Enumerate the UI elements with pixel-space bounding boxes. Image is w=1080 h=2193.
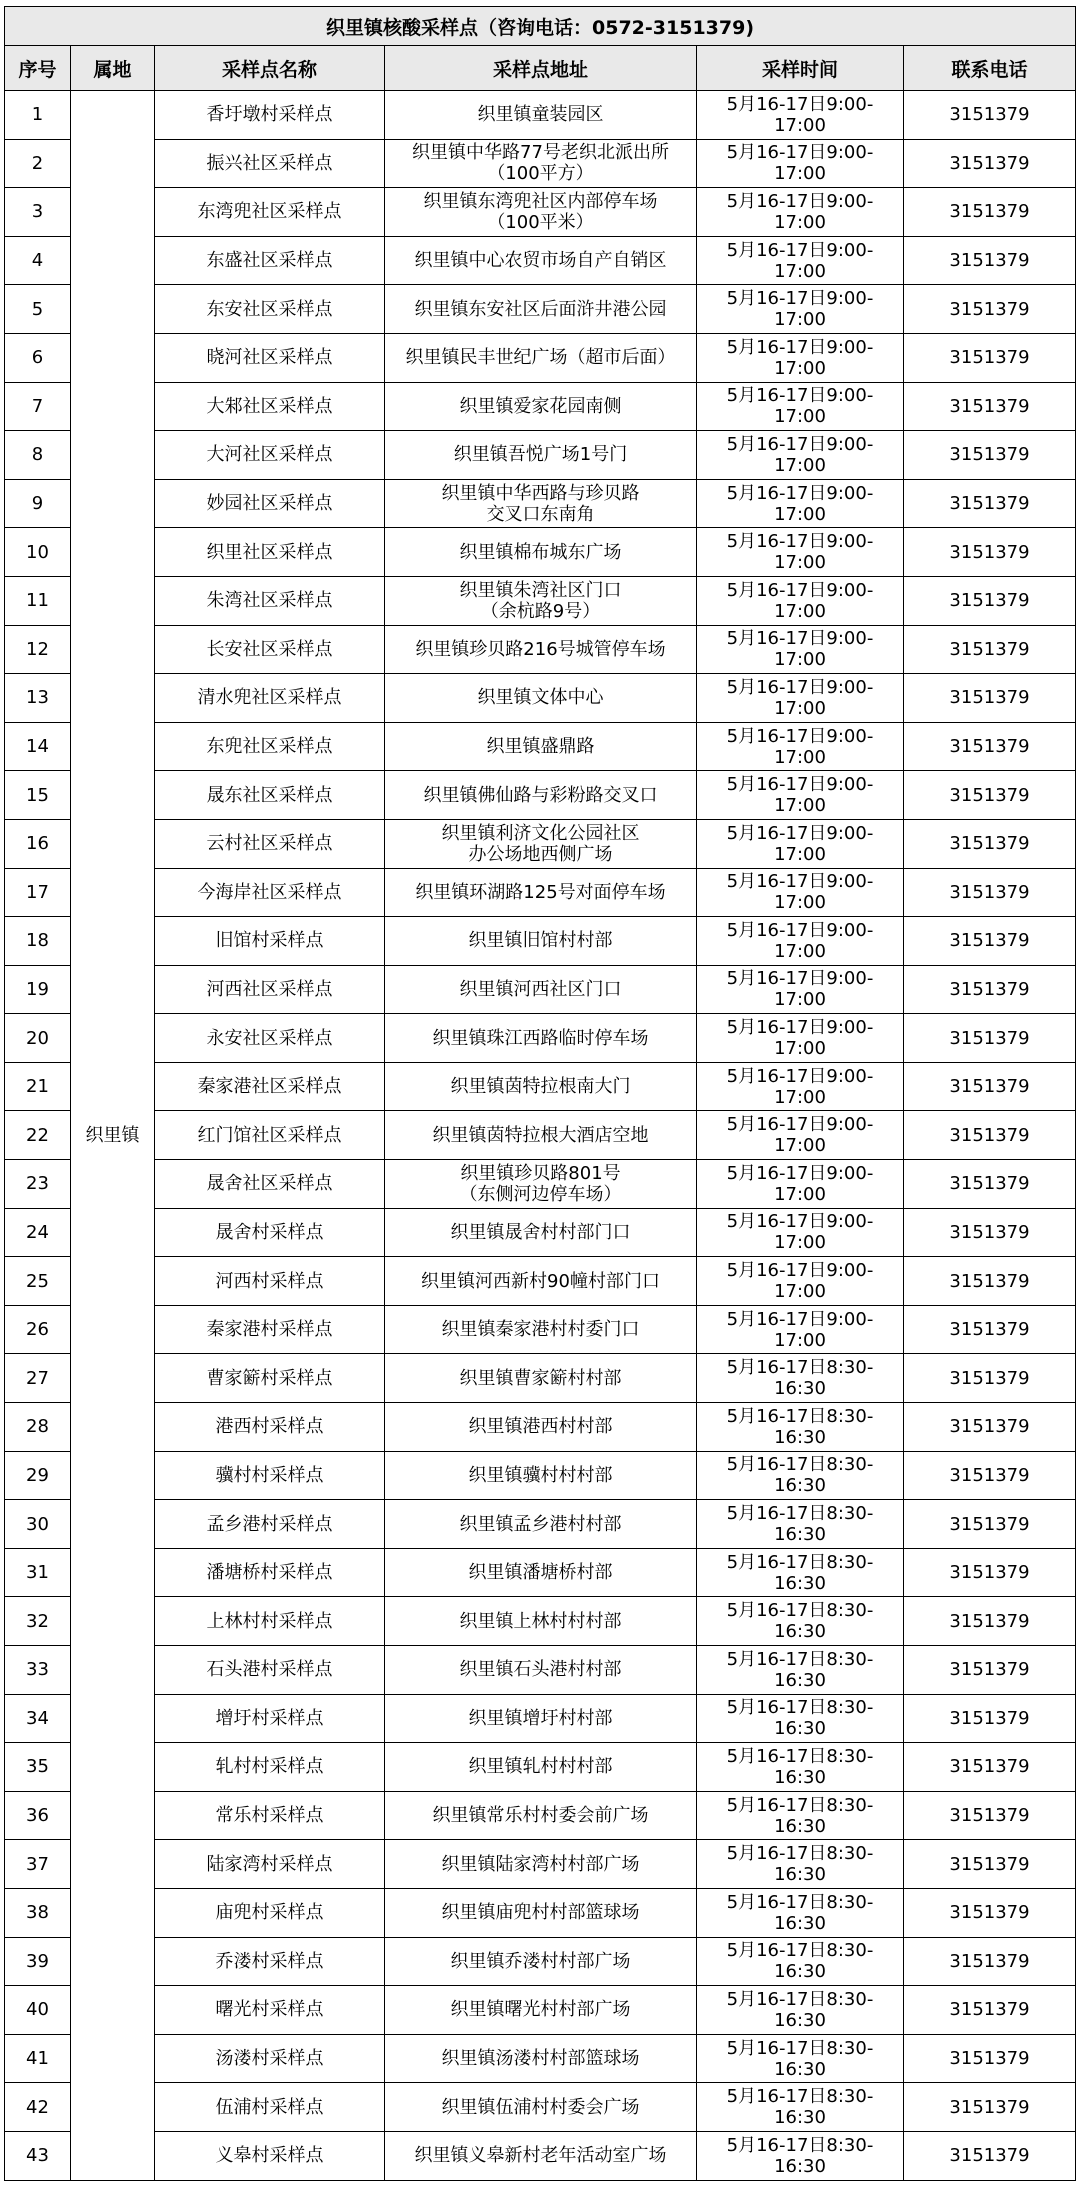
site-name-cell: 清水兜社区采样点 [155,674,385,723]
row-number-cell: 30 [5,1500,71,1549]
phone-cell: 3151379 [904,1548,1076,1597]
sampling-time-cell: 5月16-17日8:30-16:30 [697,1743,904,1792]
sampling-time-cell: 5月16-17日8:30-16:30 [697,1548,904,1597]
table-title: 织里镇核酸采样点（咨询电话：0572-3151379) [5,7,1076,46]
sampling-time-cell: 5月16-17日8:30-16:30 [697,1937,904,1986]
row-number-cell: 35 [5,1743,71,1792]
site-address-cell: 织里镇晟舍村村部门口 [385,1208,697,1257]
phone-cell: 3151379 [904,674,1076,723]
phone-cell: 3151379 [904,285,1076,334]
table-body [5,7,1076,2181]
site-address-cell: 织里镇中心农贸市场自产自销区 [385,236,697,285]
site-name-cell: 潘塘桥村采样点 [155,1548,385,1597]
site-address-cell: 织里镇佛仙路与彩粉路交叉口 [385,771,697,820]
table-row [5,285,1076,334]
row-number-cell: 7 [5,382,71,431]
site-name-cell: 增圩村采样点 [155,1694,385,1743]
site-name-cell: 晟舍村采样点 [155,1208,385,1257]
sampling-time-cell: 5月16-17日8:30-16:30 [697,1597,904,1646]
site-address-cell: 织里镇常乐村村委会前广场 [385,1791,697,1840]
site-address-cell: 织里镇潘塘桥村部 [385,1548,697,1597]
phone-cell: 3151379 [904,188,1076,237]
phone-cell: 3151379 [904,1354,1076,1403]
phone-cell: 3151379 [904,917,1076,966]
sampling-time-cell: 5月16-17日9:00-17:00 [697,1305,904,1354]
site-name-cell: 义皋村采样点 [155,2131,385,2180]
row-number-cell: 34 [5,1694,71,1743]
sampling-time-cell: 5月16-17日9:00-17:00 [697,1208,904,1257]
row-number-cell: 19 [5,965,71,1014]
site-name-cell: 云村社区采样点 [155,819,385,868]
row-number-cell: 27 [5,1354,71,1403]
row-number-cell: 18 [5,917,71,966]
table-row [5,188,1076,237]
sampling-time-cell: 5月16-17日9:00-17:00 [697,1257,904,1306]
site-name-cell: 晓河社区采样点 [155,333,385,382]
phone-cell: 3151379 [904,1403,1076,1452]
site-address-cell: 织里镇爱家花园南侧 [385,382,697,431]
site-address-cell: 织里镇秦家港村村委门口 [385,1305,697,1354]
site-name-cell: 妙园社区采样点 [155,479,385,528]
site-name-cell: 织里社区采样点 [155,528,385,577]
sampling-sites-table [4,6,1076,2181]
phone-cell: 3151379 [904,2083,1076,2132]
table-row [5,722,1076,771]
row-number-cell: 9 [5,479,71,528]
row-number-cell: 24 [5,1208,71,1257]
row-number-cell: 26 [5,1305,71,1354]
site-address-cell: 织里镇河西新村90幢村部门口 [385,1257,697,1306]
table-row [5,1062,1076,1111]
site-address-cell: 织里镇朱湾社区门口 （余杭路9号） [385,576,697,625]
site-address-cell: 织里镇陆家湾村村部广场 [385,1840,697,1889]
sampling-time-cell: 5月16-17日9:00-17:00 [697,1160,904,1209]
site-name-cell: 秦家港村采样点 [155,1305,385,1354]
sampling-time-cell: 5月16-17日9:00-17:00 [697,965,904,1014]
sampling-time-cell: 5月16-17日9:00-17:00 [697,139,904,188]
site-address-cell: 织里镇珠江西路临时停车场 [385,1014,697,1063]
table-row [5,1646,1076,1695]
phone-cell: 3151379 [904,1062,1076,1111]
site-name-cell: 东安社区采样点 [155,285,385,334]
site-address-cell: 织里镇轧村村村部 [385,1743,697,1792]
site-address-cell: 织里镇曹家簖村村部 [385,1354,697,1403]
sampling-time-cell: 5月16-17日9:00-17:00 [697,236,904,285]
site-name-cell: 永安社区采样点 [155,1014,385,1063]
site-address-cell: 织里镇珍贝路801号 （东侧河边停车场） [385,1160,697,1209]
site-address-cell: 织里镇孟乡港村村部 [385,1500,697,1549]
phone-cell: 3151379 [904,528,1076,577]
sampling-time-cell: 5月16-17日9:00-17:00 [697,625,904,674]
phone-cell: 3151379 [904,2034,1076,2083]
phone-cell: 3151379 [904,1986,1076,2035]
phone-cell: 3151379 [904,1160,1076,1209]
sampling-time-cell: 5月16-17日8:30-16:30 [697,1694,904,1743]
site-address-cell: 织里镇中华西路与珍贝路 交叉口东南角 [385,479,697,528]
site-name-cell: 晟舍社区采样点 [155,1160,385,1209]
phone-cell: 3151379 [904,1257,1076,1306]
phone-cell: 3151379 [904,965,1076,1014]
sampling-time-cell: 5月16-17日9:00-17:00 [697,1111,904,1160]
sampling-time-cell: 5月16-17日8:30-16:30 [697,2083,904,2132]
row-number-cell: 32 [5,1597,71,1646]
table-row [5,1888,1076,1937]
site-name-cell: 上林村村采样点 [155,1597,385,1646]
sampling-time-cell: 5月16-17日9:00-17:00 [697,917,904,966]
site-name-cell: 河西社区采样点 [155,965,385,1014]
header-district: 属地 [71,46,155,91]
site-name-cell: 东盛社区采样点 [155,236,385,285]
site-name-cell: 晟东社区采样点 [155,771,385,820]
row-number-cell: 36 [5,1791,71,1840]
sampling-time-cell: 5月16-17日8:30-16:30 [697,1354,904,1403]
site-address-cell: 织里镇文体中心 [385,674,697,723]
header-site-name: 采样点名称 [155,46,385,91]
phone-cell: 3151379 [904,1111,1076,1160]
table-row [5,1500,1076,1549]
table-row [5,1840,1076,1889]
phone-cell: 3151379 [904,868,1076,917]
site-address-cell: 织里镇民丰世纪广场（超市后面） [385,333,697,382]
sampling-time-cell: 5月16-17日9:00-17:00 [697,819,904,868]
row-number-cell: 29 [5,1451,71,1500]
phone-cell: 3151379 [904,479,1076,528]
table-row [5,91,1076,140]
sampling-time-cell: 5月16-17日9:00-17:00 [697,285,904,334]
phone-cell: 3151379 [904,1305,1076,1354]
sampling-time-cell: 5月16-17日9:00-17:00 [697,188,904,237]
row-number-cell: 39 [5,1937,71,1986]
phone-cell: 3151379 [904,333,1076,382]
sampling-time-cell: 5月16-17日8:30-16:30 [697,1403,904,1452]
site-address-cell: 织里镇棉布城东广场 [385,528,697,577]
table-row [5,1451,1076,1500]
row-number-cell: 12 [5,625,71,674]
site-address-cell: 织里镇东安社区后面浒井港公园 [385,285,697,334]
phone-cell: 3151379 [904,1937,1076,1986]
header-time: 采样时间 [697,46,904,91]
site-name-cell: 轧村村采样点 [155,1743,385,1792]
row-number-cell: 22 [5,1111,71,1160]
row-number-cell: 2 [5,139,71,188]
row-number-cell: 10 [5,528,71,577]
sampling-time-cell: 5月16-17日9:00-17:00 [697,1014,904,1063]
sampling-time-cell: 5月16-17日9:00-17:00 [697,333,904,382]
table-row [5,625,1076,674]
table-row [5,2034,1076,2083]
sampling-time-cell: 5月16-17日9:00-17:00 [697,528,904,577]
site-name-cell: 长安社区采样点 [155,625,385,674]
site-name-cell: 东兜社区采样点 [155,722,385,771]
row-number-cell: 16 [5,819,71,868]
table-row [5,576,1076,625]
site-name-cell: 乔溇村采样点 [155,1937,385,1986]
row-number-cell: 33 [5,1646,71,1695]
table-row [5,1791,1076,1840]
table-row [5,2131,1076,2180]
row-number-cell: 13 [5,674,71,723]
site-address-cell: 织里镇庙兜村村部篮球场 [385,1888,697,1937]
header-address: 采样点地址 [385,46,697,91]
sampling-time-cell: 5月16-17日8:30-16:30 [697,1986,904,2035]
table-row [5,1111,1076,1160]
row-number-cell: 6 [5,333,71,382]
row-number-cell: 15 [5,771,71,820]
sampling-time-cell: 5月16-17日9:00-17:00 [697,479,904,528]
sampling-time-cell: 5月16-17日9:00-17:00 [697,674,904,723]
phone-cell: 3151379 [904,1451,1076,1500]
sampling-time-cell: 5月16-17日8:30-16:30 [697,1840,904,1889]
site-address-cell: 织里镇义皋新村老年活动室广场 [385,2131,697,2180]
site-name-cell: 伍浦村采样点 [155,2083,385,2132]
site-address-cell: 织里镇盛鼎路 [385,722,697,771]
row-number-cell: 11 [5,576,71,625]
site-address-cell: 织里镇环湖路125号对面停车场 [385,868,697,917]
table-row [5,1743,1076,1792]
site-address-cell: 织里镇石头港村村部 [385,1646,697,1695]
site-name-cell: 红门馆社区采样点 [155,1111,385,1160]
table-row [5,965,1076,1014]
sampling-time-cell: 5月16-17日9:00-17:00 [697,771,904,820]
phone-cell: 3151379 [904,2131,1076,2180]
phone-cell: 3151379 [904,1500,1076,1549]
sampling-time-cell: 5月16-17日8:30-16:30 [697,1791,904,1840]
site-name-cell: 庙兜村采样点 [155,1888,385,1937]
row-number-cell: 31 [5,1548,71,1597]
site-name-cell: 东湾兜社区采样点 [155,188,385,237]
site-address-cell: 织里镇童装园区 [385,91,697,140]
row-number-cell: 40 [5,1986,71,2035]
table-row [5,868,1076,917]
phone-cell: 3151379 [904,576,1076,625]
table-row [5,431,1076,480]
site-name-cell: 大邾社区采样点 [155,382,385,431]
table-row [5,333,1076,382]
site-name-cell: 港西村采样点 [155,1403,385,1452]
table-row [5,1014,1076,1063]
phone-cell: 3151379 [904,771,1076,820]
header-row [5,46,1076,91]
site-address-cell: 织里镇利济文化公园社区 办公场地西侧广场 [385,819,697,868]
table-row [5,1208,1076,1257]
sampling-time-cell: 5月16-17日8:30-16:30 [697,2034,904,2083]
phone-cell: 3151379 [904,1208,1076,1257]
site-address-cell: 织里镇港西村村部 [385,1403,697,1452]
row-number-cell: 28 [5,1403,71,1452]
row-number-cell: 25 [5,1257,71,1306]
table-row [5,917,1076,966]
site-name-cell: 常乐村采样点 [155,1791,385,1840]
phone-cell: 3151379 [904,382,1076,431]
sampling-time-cell: 5月16-17日8:30-16:30 [697,1888,904,1937]
sampling-time-cell: 5月16-17日9:00-17:00 [697,868,904,917]
table-row [5,528,1076,577]
phone-cell: 3151379 [904,1888,1076,1937]
phone-cell: 3151379 [904,1743,1076,1792]
phone-cell: 3151379 [904,1597,1076,1646]
site-address-cell: 织里镇中华路77号老织北派出所 （100平方） [385,139,697,188]
site-address-cell: 织里镇吾悦广场1号门 [385,431,697,480]
table-row [5,2083,1076,2132]
site-address-cell: 织里镇旧馆村村部 [385,917,697,966]
phone-cell: 3151379 [904,625,1076,674]
site-name-cell: 孟乡港村采样点 [155,1500,385,1549]
sampling-time-cell: 5月16-17日8:30-16:30 [697,2131,904,2180]
phone-cell: 3151379 [904,431,1076,480]
site-name-cell: 今海岸社区采样点 [155,868,385,917]
site-address-cell: 织里镇上林村村村部 [385,1597,697,1646]
sampling-time-cell: 5月16-17日8:30-16:30 [697,1646,904,1695]
row-number-cell: 1 [5,91,71,140]
row-number-cell: 43 [5,2131,71,2180]
phone-cell: 3151379 [904,236,1076,285]
site-name-cell: 大河社区采样点 [155,431,385,480]
site-name-cell: 曙光村采样点 [155,1986,385,2035]
phone-cell: 3151379 [904,1840,1076,1889]
row-number-cell: 20 [5,1014,71,1063]
sampling-time-cell: 5月16-17日9:00-17:00 [697,576,904,625]
phone-cell: 3151379 [904,1791,1076,1840]
site-address-cell: 织里镇茵特拉根大酒店空地 [385,1111,697,1160]
site-name-cell: 曹家簖村采样点 [155,1354,385,1403]
sampling-time-cell: 5月16-17日9:00-17:00 [697,91,904,140]
site-address-cell: 织里镇汤溇村村部篮球场 [385,2034,697,2083]
table-row [5,674,1076,723]
table-row [5,771,1076,820]
site-address-cell: 织里镇骥村村村部 [385,1451,697,1500]
table-row [5,1597,1076,1646]
district-cell: 织里镇 [71,91,155,2181]
row-number-cell: 3 [5,188,71,237]
row-number-cell: 4 [5,236,71,285]
phone-cell: 3151379 [904,1014,1076,1063]
site-address-cell: 织里镇茵特拉根南大门 [385,1062,697,1111]
row-number-cell: 5 [5,285,71,334]
table-row [5,236,1076,285]
sampling-time-cell: 5月16-17日9:00-17:00 [697,382,904,431]
site-name-cell: 汤溇村采样点 [155,2034,385,2083]
site-address-cell: 织里镇增圩村村部 [385,1694,697,1743]
table-row [5,1305,1076,1354]
phone-cell: 3151379 [904,91,1076,140]
row-number-cell: 21 [5,1062,71,1111]
row-number-cell: 14 [5,722,71,771]
header-no: 序号 [5,46,71,91]
table-row [5,1354,1076,1403]
sampling-time-cell: 5月16-17日9:00-17:00 [697,722,904,771]
sampling-time-cell: 5月16-17日9:00-17:00 [697,431,904,480]
table-row [5,139,1076,188]
row-number-cell: 41 [5,2034,71,2083]
site-address-cell: 织里镇珍贝路216号城管停车场 [385,625,697,674]
site-name-cell: 振兴社区采样点 [155,139,385,188]
phone-cell: 3151379 [904,1694,1076,1743]
site-address-cell: 织里镇曙光村村部广场 [385,1986,697,2035]
site-name-cell: 陆家湾村采样点 [155,1840,385,1889]
table-row [5,1937,1076,1986]
site-name-cell: 秦家港社区采样点 [155,1062,385,1111]
site-address-cell: 织里镇东湾兜社区内部停车场 （100平米） [385,188,697,237]
site-address-cell: 织里镇河西社区门口 [385,965,697,1014]
table-row [5,479,1076,528]
table-row [5,1986,1076,2035]
site-address-cell: 织里镇乔溇村村部广场 [385,1937,697,1986]
sampling-time-cell: 5月16-17日8:30-16:30 [697,1500,904,1549]
row-number-cell: 8 [5,431,71,480]
site-name-cell: 骥村村采样点 [155,1451,385,1500]
row-number-cell: 42 [5,2083,71,2132]
sampling-sites-sheet [4,6,1075,2181]
site-name-cell: 旧馆村采样点 [155,917,385,966]
site-name-cell: 河西村采样点 [155,1257,385,1306]
site-name-cell: 石头港村采样点 [155,1646,385,1695]
phone-cell: 3151379 [904,722,1076,771]
row-number-cell: 23 [5,1160,71,1209]
table-row [5,1548,1076,1597]
phone-cell: 3151379 [904,1646,1076,1695]
table-row [5,382,1076,431]
table-row [5,819,1076,868]
header-phone: 联系电话 [904,46,1076,91]
phone-cell: 3151379 [904,139,1076,188]
title-row [5,7,1076,46]
row-number-cell: 37 [5,1840,71,1889]
table-row [5,1403,1076,1452]
row-number-cell: 17 [5,868,71,917]
sampling-time-cell: 5月16-17日9:00-17:00 [697,1062,904,1111]
row-number-cell: 38 [5,1888,71,1937]
sampling-time-cell: 5月16-17日8:30-16:30 [697,1451,904,1500]
table-row [5,1257,1076,1306]
table-row [5,1694,1076,1743]
site-name-cell: 香圩墩村采样点 [155,91,385,140]
site-address-cell: 织里镇伍浦村村委会广场 [385,2083,697,2132]
table-row [5,1160,1076,1209]
site-name-cell: 朱湾社区采样点 [155,576,385,625]
phone-cell: 3151379 [904,819,1076,868]
